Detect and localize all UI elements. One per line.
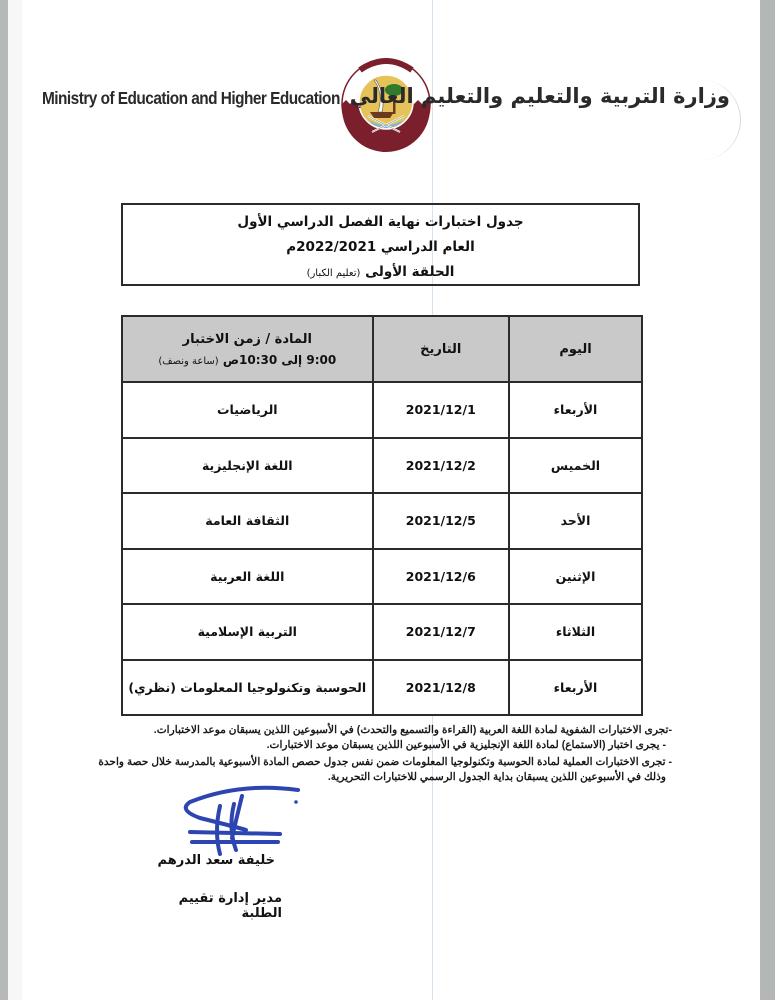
cell-date: 2021/12/8 xyxy=(373,660,509,716)
cycle-category: (تعليم الكبار) xyxy=(306,268,361,279)
table-row xyxy=(122,660,642,716)
header-subject-label: المادة / زمن الاختبار xyxy=(182,331,312,347)
cell-subject: التربية الإسلامية xyxy=(122,604,373,660)
cell-day: الأحد xyxy=(509,493,642,549)
cell-day: الأربعاء xyxy=(509,382,642,438)
header-subject xyxy=(122,316,373,382)
table-header-row xyxy=(122,316,642,382)
academic-year: العام الدراسي 2022/2021م xyxy=(286,239,475,255)
cell-date: 2021/12/2 xyxy=(373,438,509,494)
handwritten-signature-icon xyxy=(170,780,310,858)
note-oral-arabic: -تجرى الاختبارات الشفوية لمادة اللغة العربية (القراءة والتسميع والتحدث) في الأسبوعين اللذين يسبقان موعد الاختبارات. xyxy=(153,724,672,736)
note-listening-english: - يجرى اختبار (الاستماع) لمادة اللغة الإنجليزية في الأسبوعين اللذين يسبقان موعد الاختبارات. xyxy=(266,738,666,751)
cell-subject: الحوسبة وتكنولوجيا المعلومات (نظري) xyxy=(122,660,373,716)
table-row xyxy=(122,382,642,438)
ministry-name-arabic: وزارة التربية والتعليم والتعليم العالي xyxy=(349,84,730,108)
table-row xyxy=(122,438,642,494)
header-date: التاريخ xyxy=(373,316,509,382)
note-practical-computing: - تجرى الاختبارات العملية لمادة الحوسبة وتكنولوجيا المعلومات ضمن نفس جدول حصص المادة الأسبوعية بالمدرسة خلال حصة واحدة xyxy=(98,756,672,768)
scan-edge-left xyxy=(0,0,8,1000)
table-row xyxy=(122,604,642,660)
exam-duration: (ساعة ونصف) xyxy=(158,355,219,367)
schedule-title: جدول اختبارات نهاية الفصل الدراسي الأول xyxy=(237,214,524,230)
cell-day: الإثنين xyxy=(509,549,642,605)
table-row xyxy=(122,549,642,605)
exam-notes xyxy=(98,723,672,784)
scan-edge-right xyxy=(760,0,775,1000)
schedule-title-box xyxy=(121,203,640,286)
ministry-name-english: Ministry of Education and Higher Education xyxy=(42,88,340,108)
scan-edge-left-light xyxy=(8,0,22,1000)
signatory-position: مدير إدارة تقييم الطلبة xyxy=(178,891,282,921)
header-exam-time xyxy=(123,353,372,367)
cycle-label xyxy=(123,260,638,285)
cell-day: الأربعاء xyxy=(509,660,642,716)
cell-day: الثلاثاء xyxy=(509,604,642,660)
cycle-name: الحلقة الأولى xyxy=(365,264,455,280)
cell-date: 2021/12/6 xyxy=(373,549,509,605)
cell-date: 2021/12/1 xyxy=(373,382,509,438)
exam-schedule-table xyxy=(121,315,643,716)
cell-date: 2021/12/7 xyxy=(373,604,509,660)
header-day: اليوم xyxy=(509,316,642,382)
header-decorative-arc xyxy=(640,80,741,160)
exam-time: 9:00 إلى 10:30ص xyxy=(222,352,337,367)
table-row xyxy=(122,493,642,549)
note-practical-computing-cont: وذلك في الأسبوعين اللذين يسبقان بداية الجدول الرسمي للاختبارات التحريرية. xyxy=(327,770,666,783)
cell-day: الخميس xyxy=(509,438,642,494)
cell-date: 2021/12/5 xyxy=(373,493,509,549)
cell-subject: الرياضيات xyxy=(122,382,373,438)
cell-subject: اللغة الإنجليزية xyxy=(122,438,373,494)
cell-subject: اللغة العربية xyxy=(122,549,373,605)
signatory-name: خليفة سعد الدرهم xyxy=(157,853,275,868)
cell-subject: الثقافة العامة xyxy=(122,493,373,549)
